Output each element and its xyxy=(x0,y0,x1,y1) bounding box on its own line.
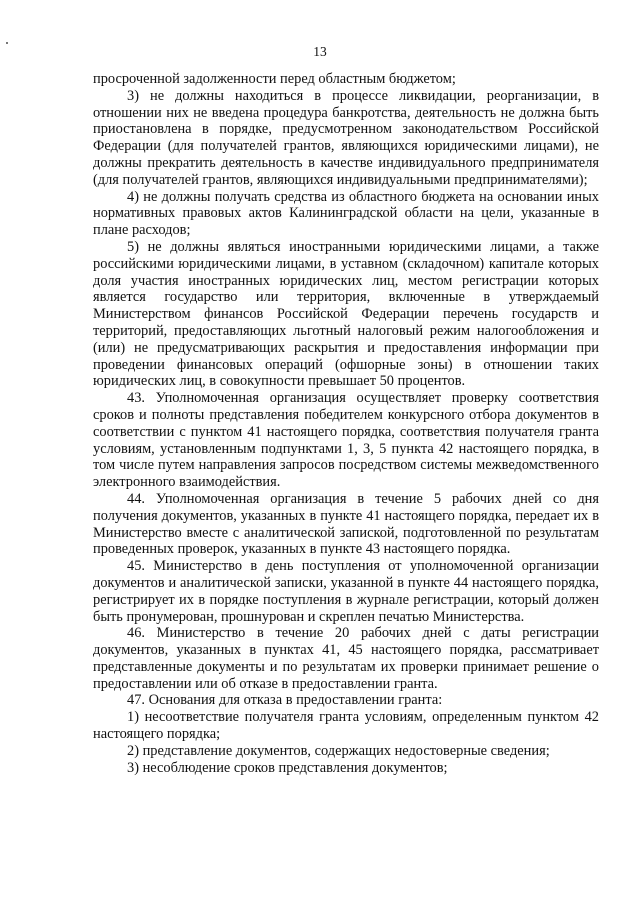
paragraph-item-3: 3) не должны находиться в процессе ликвидации, реорганизации, в отношении них не введена процедура банкротства, деятельность не должна быть приостановлена в порядке, предусмотренном законодательством Российской Федерации (для получателей грантов, являющихся юридическими лицами), не должны прекратить деятельность в качестве индивидуального предпринимателя (для получателей грантов, являющихся индивидуальными предпринимателями); xyxy=(93,87,599,188)
paragraph-refusal-3: 3) несоблюдение сроков представления документов; xyxy=(127,759,448,776)
paragraph-clause-45: 45. Министерство в день поступления от уполномоченной организации документов и аналитической записки, указанной в пункте 44 настоящего порядка, регистрирует их в порядке поступления в журнале регистрации, который должен быть пронумерован, прошнурован и скреплен печатью Министерства. xyxy=(93,558,599,625)
page-number: 13 xyxy=(313,44,327,59)
paragraph-clause-46: 46. Министерство в течение 20 рабочих дней с даты регистрации документов, указанных в пунктах 41, 45 настоящего порядка, рассматривает представленные документы и по результатам их проверки принимает решение о предоставлении или об отказе в предоставлении гранта. xyxy=(93,625,599,692)
paragraph-clause-44: 44. Уполномоченная организация в течение 5 рабочих дней со дня получения документов, указанных в пункте 41 настоящего порядка, передает их в Министерство вместе с аналитической запиской, подготовленной по результатам проведенных проверок, указанных в пункте 43 настоящего порядка. xyxy=(93,490,599,558)
paragraph-continuation: просроченной задолженности перед областным бюджетом; xyxy=(93,71,456,87)
paragraph-refusal-2: 2) представление документов, содержащих недостоверные сведения; xyxy=(127,742,550,759)
paragraph-clause-43: 43. Уполномоченная организация осуществляет проверку соответствия сроков и полноты представления победителем конкурсного отбора документов в соответствии с пунктом 41 настоящего порядка, соответствия получателя гранта условиям, установленным подпунктами 1, 3, 5 пункта 42 настоящего порядка, в том числе путем направления запросов посредством системы межведомственного электронного взаимодействия. xyxy=(93,390,599,491)
document-body xyxy=(93,71,599,776)
paragraph-item-5: 5) не должны являться иностранными юридическими лицами, а также российскими юридическими лицами, в уставном (складочном) капитале которых доля участия иностранных юридических лиц, местом регистрации которых является государство или территория, включенные в утверждаемый Министерством финансов Российской Федерации перечень государств и территорий, предоставляющих льготный налоговый режим налогообложения и (или) не предусматривающих раскрытия и предоставления информации при проведении финансовых операций (офшорные зоны) в отношении таких юридических лиц, в совокупности превышает 50 процентов. xyxy=(93,238,599,390)
paragraph-refusal-1: 1) несоответствие получателя гранта условиям, определенным пунктом 42 настоящего порядка; xyxy=(93,709,599,743)
paragraph-clause-47: 47. Основания для отказа в предоставлении гранта: xyxy=(127,692,443,709)
paragraph-item-4: 4) не должны получать средства из областного бюджета на основании иных нормативных правовых актов Калининградской области на цели, указанные в плане расходов; xyxy=(93,188,599,239)
